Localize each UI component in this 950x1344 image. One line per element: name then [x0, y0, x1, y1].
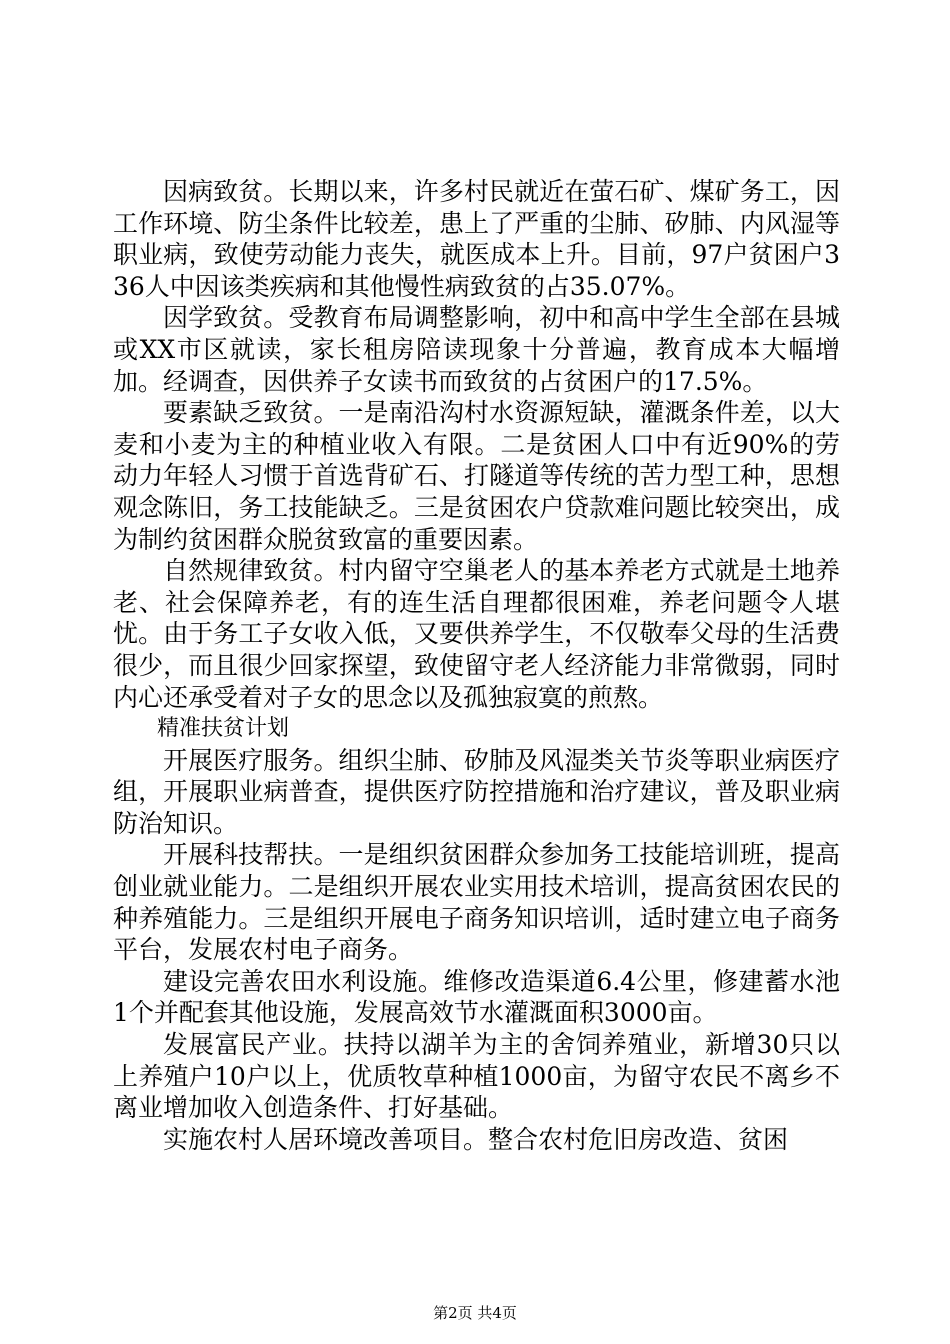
paragraph-irrigation: 建设完善农田水利设施。维修改造渠道6.4公里，修建蓄水池1个并配套其他设施，发展高效节水灌溉面积3000亩。	[113, 966, 840, 1028]
paragraph-natural: 自然规律致贫。村内留守空巢老人的基本养老方式就是土地养老、社会保障养老，有的连生活自理都很困难，养老问题令人堪忧。由于务工子女收入低，又要供养学生，不仅敬奉父母的生活费很少，而且很少回家探望，致使留守老人经济能力非常微弱，同时内心还承受着对子女的思念以及孤独寂寞的煎熬。	[113, 556, 840, 712]
paragraph-housing: 实施农村人居环境改善项目。整合农村危旧房改造、贫困	[163, 1124, 789, 1154]
paragraph-education: 因学致贫。受教育布局调整影响，初中和高中学生全部在县城或XX市区就读，家长租房陪读现象十分普遍，教育成本大幅增加。经调查，因供养子女读书而致贫的占贫困户的17.5%。	[113, 303, 840, 396]
paragraph-resources: 要素缺乏致贫。一是南沿沟村水资源短缺，灌溉条件差，以大麦和小麦为主的种植业收入有限。二是贫困人口中有近90%的劳动力年轻人习惯于首选背矿石、打隧道等传统的苦力型工种，思想观念陈旧，务工技能缺乏。三是贫困农户贷款难问题比较突出，成为制约贫困群众脱贫致富的重要因素。	[113, 398, 840, 554]
paragraph-technology: 开展科技帮扶。一是组织贫困群众参加务工技能培训班，提高创业就业能力。二是组织开展农业实用技术培训，提高贫困农民的种养殖能力。三是组织开展电子商务知识培训，适时建立电子商务平台，发展农村电子商务。	[113, 840, 840, 965]
page-number: 第2页 共4页	[433, 1304, 517, 1322]
document-body	[113, 176, 840, 1155]
paragraph-illness: 因病致贫。长期以来，许多村民就近在萤石矿、煤矿务工，因工作环境、防尘条件比较差，患上了严重的尘肺、矽肺、内风湿等职业病，致使劳动能力丧失，就医成本上升。目前，97户贫困户336人中因该类疾病和其他慢性病致贫的占35.07%。	[113, 177, 840, 301]
paragraph-medical: 开展医疗服务。组织尘肺、矽肺及风湿类关节炎等职业病医疗组，开展职业病普查，提供医疗防控措施和治疗建议，普及职业病防治知识。	[113, 745, 840, 838]
section-heading: 精准扶贫计划	[157, 716, 290, 742]
paragraph-industry: 发展富民产业。扶持以湖羊为主的舍饲养殖业，新增30只以上养殖户10户以上，优质牧草种植1000亩，为留守农民不离乡不离业增加收入创造条件、打好基础。	[113, 1030, 840, 1123]
